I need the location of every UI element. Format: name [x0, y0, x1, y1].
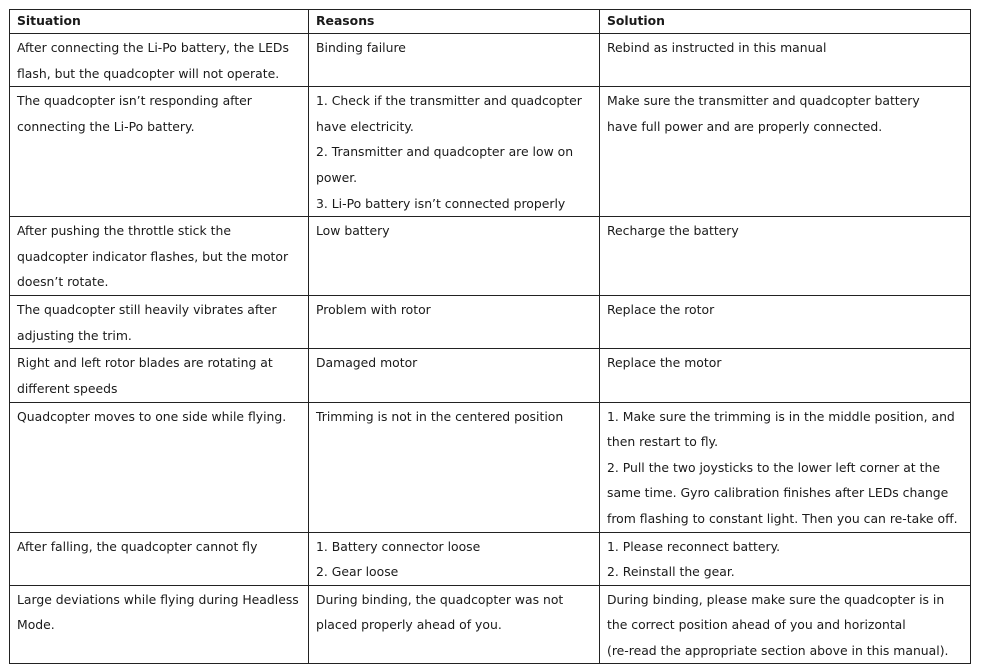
solution-text-line: During binding, please make sure the quadcopter is in	[607, 591, 945, 607]
situation-text-line: different speeds	[17, 380, 118, 396]
reasons-text-line: 1. Check if the transmitter and quadcopter	[316, 93, 582, 109]
situation-text-line: doesn’t rotate.	[17, 274, 109, 290]
situation-cell	[10, 34, 309, 87]
situation-text-line: adjusting the trim.	[17, 327, 132, 343]
solution-text-line: Replace the rotor	[607, 302, 715, 318]
reasons-text-line: During binding, the quadcopter was not	[316, 591, 564, 607]
solution-cell	[600, 532, 971, 585]
solution-cell	[600, 585, 971, 664]
reasons-cell	[309, 349, 600, 402]
situation-text-line: quadcopter indicator flashes, but the motor	[17, 248, 289, 264]
situation-text-line: After falling, the quadcopter cannot fly	[17, 538, 258, 554]
reasons-cell	[309, 585, 600, 664]
header-row	[10, 10, 971, 34]
header-reasons: Reasons	[309, 10, 600, 34]
solution-text-line: 1. Please reconnect battery.	[607, 538, 781, 554]
situation-text-line: After pushing the throttle stick the	[17, 223, 231, 239]
reasons-cell	[309, 34, 600, 87]
situation-text-line: Large deviations while flying during Headless	[17, 591, 299, 607]
solution-cell	[600, 296, 971, 349]
solution-text-line: then restart to fly.	[607, 434, 719, 450]
situation-text-line: Mode.	[17, 617, 55, 633]
reasons-text-line: Damaged motor	[316, 355, 418, 371]
reasons-text-line: placed properly ahead of you.	[316, 617, 502, 633]
solution-text-line: Rebind as instructed in this manual	[607, 40, 827, 55]
solution-text-line: from flashing to constant light. Then you can re-take off.	[607, 510, 958, 526]
situation-cell	[10, 532, 309, 585]
situation-cell	[10, 296, 309, 349]
solution-text-line: Recharge the battery	[607, 223, 739, 239]
reasons-text-line: have electricity.	[316, 118, 414, 134]
situation-cell	[10, 217, 309, 296]
situation-text-line: After connecting the Li-Po battery, the LEDs	[17, 40, 289, 55]
reasons-cell	[309, 296, 600, 349]
reasons-text-line: Trimming is not in the centered position	[316, 408, 564, 424]
table-row	[10, 585, 971, 664]
situation-cell	[10, 349, 309, 402]
situation-text-line: flash, but the quadcopter will not operate.	[17, 65, 280, 81]
reasons-text-line: 1. Battery connector loose	[316, 538, 481, 554]
situation-text-line: The quadcopter isn’t responding after	[17, 93, 252, 109]
situation-text-line: Right and left rotor blades are rotating at	[17, 355, 273, 371]
solution-cell	[600, 87, 971, 217]
situation-cell	[10, 87, 309, 217]
situation-cell	[10, 402, 309, 532]
reasons-cell	[309, 532, 600, 585]
reasons-cell	[309, 402, 600, 532]
reasons-text-line: Problem with rotor	[316, 302, 431, 318]
solution-cell	[600, 349, 971, 402]
reasons-text-line: 2. Transmitter and quadcopter are low on	[316, 144, 574, 160]
reasons-text-line: power.	[316, 169, 358, 185]
solution-text-line: the correct position ahead of you and horizontal	[607, 617, 906, 633]
situation-cell	[10, 585, 309, 664]
solution-text-line: 1. Make sure the trimming is in the middle position, and	[607, 408, 955, 424]
solution-text-line: 2. Reinstall the gear.	[607, 564, 735, 580]
header-solution: Solution	[600, 10, 971, 34]
situation-text-line: The quadcopter still heavily vibrates after	[17, 302, 277, 318]
solution-cell	[600, 402, 971, 532]
header-situation: Situation	[10, 10, 309, 34]
reasons-text-line: 3. Li-Po battery isn’t connected properly	[316, 195, 566, 211]
solution-text-line: Replace the motor	[607, 355, 722, 371]
table-row	[10, 349, 971, 402]
solution-cell	[600, 34, 971, 87]
solution-text-line: Make sure the transmitter and quadcopter battery	[607, 93, 920, 109]
troubleshooting-table-container	[9, 9, 970, 664]
table-row	[10, 34, 971, 87]
table-row	[10, 296, 971, 349]
reasons-cell	[309, 217, 600, 296]
reasons-text-line: Binding failure	[316, 40, 406, 55]
solution-text-line: have full power and are properly connected.	[607, 118, 883, 134]
reasons-cell	[309, 87, 600, 217]
troubleshooting-table	[9, 9, 971, 664]
solution-text-line: 2. Pull the two joysticks to the lower left corner at the	[607, 459, 940, 475]
table-row	[10, 532, 971, 585]
table-row	[10, 87, 971, 217]
solution-cell	[600, 217, 971, 296]
solution-text-line: same time. Gyro calibration finishes after LEDs change	[607, 485, 949, 501]
solution-text-line: (re-read the appropriate section above in this manual).	[607, 642, 949, 658]
situation-text-line: Quadcopter moves to one side while flying.	[17, 408, 287, 424]
table-row	[10, 217, 971, 296]
reasons-text-line: 2. Gear loose	[316, 564, 399, 580]
situation-text-line: connecting the Li-Po battery.	[17, 118, 195, 134]
table-row	[10, 402, 971, 532]
reasons-text-line: Low battery	[316, 223, 390, 239]
